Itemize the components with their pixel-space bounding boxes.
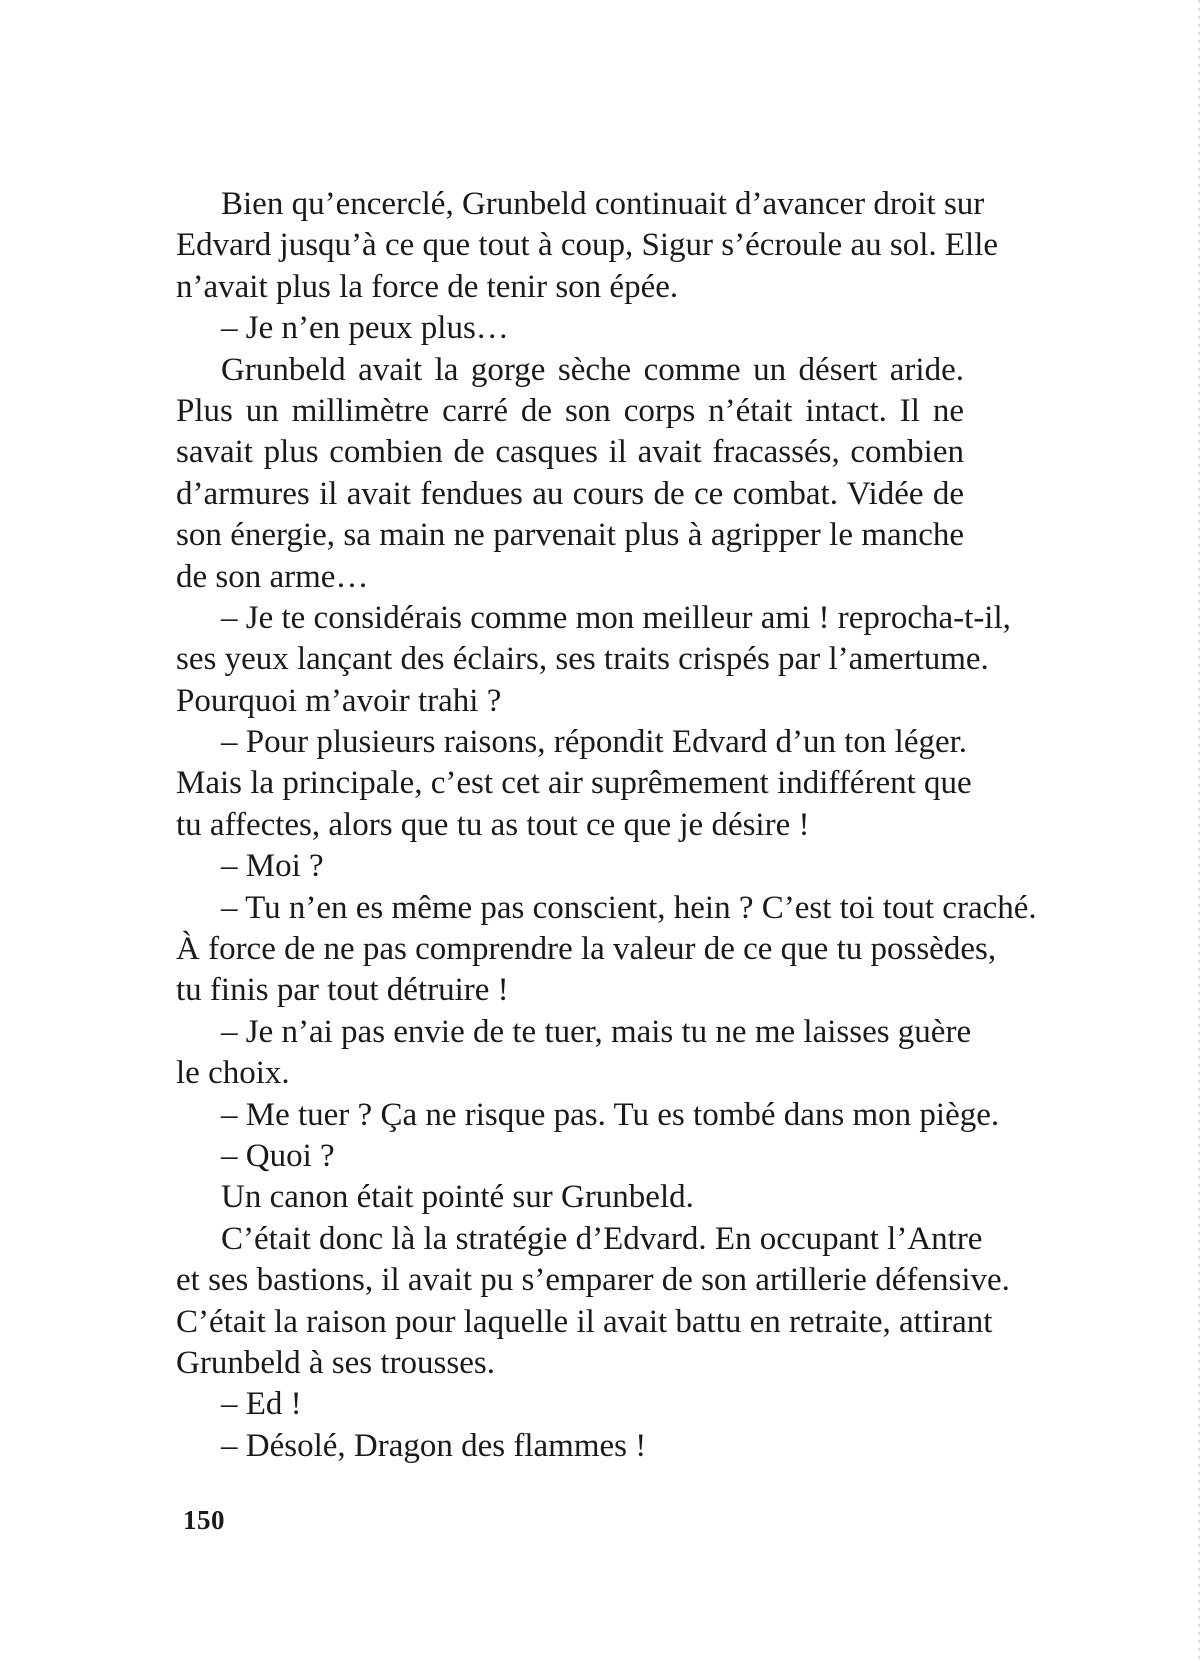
text-line: n’avait plus la force de tenir son épée. — [176, 268, 679, 305]
text-line: – Tu n’en es même pas conscient, hein ? C’est toi tout craché. — [221, 889, 1037, 926]
text-line: Pourquoi m’avoir trahi ? — [176, 682, 502, 719]
text-line: – Me tuer ? Ça ne risque pas. Tu es tombé dans mon piège. — [221, 1096, 1000, 1133]
text-line: Grunbeld avait la gorge sèche comme un désert aride. — [221, 351, 964, 388]
text-line: son énergie, sa main ne parvenait plus à agripper le manche — [176, 517, 964, 554]
text-line: de son arme… — [176, 558, 369, 595]
text-line: – Je n’ai pas envie de te tuer, mais tu ne me laisses guère — [221, 1013, 972, 1050]
text-line: À force de ne pas comprendre la valeur de ce que tu possèdes, — [176, 931, 997, 968]
text-line: C’était la raison pour laquelle il avait battu en retraite, attirant — [176, 1303, 993, 1340]
page-body-text — [176, 184, 1037, 1467]
text-line: – Pour plusieurs raisons, répondit Edvard d’un ton léger. — [221, 724, 968, 761]
text-line: C’était donc là la stratégie d’Edvard. En occupant l’Antre — [221, 1220, 983, 1257]
text-line: – Moi ? — [221, 848, 324, 885]
text-line: Grunbeld à ses trousses. — [176, 1344, 495, 1381]
text-line: – Désolé, Dragon des flammes ! — [221, 1427, 647, 1464]
text-line: d’armures il avait fendues au cours de ce combat. Vidée de — [176, 475, 964, 512]
page-number: 150 — [183, 1505, 225, 1535]
text-line: Bien qu’encerclé, Grunbeld continuait d’avancer droit sur — [221, 186, 985, 222]
text-line: – Je te considérais comme mon meilleur ami ! reprocha-t-il, — [221, 599, 1011, 636]
text-line: le choix. — [176, 1055, 290, 1092]
text-line: – Je n’en peux plus… — [221, 310, 509, 347]
text-line: Mais la principale, c’est cet air suprêmement indifférent que — [176, 765, 972, 802]
text-line: Edvard jusqu’à ce que tout à coup, Sigur s’écroule au sol. Elle — [176, 227, 999, 264]
text-line: – Ed ! — [221, 1386, 302, 1423]
text-line: et ses bastions, il avait pu s’emparer de son artillerie défensive. — [176, 1262, 1010, 1299]
text-line: savait plus combien de casques il avait fracassés, combien — [176, 434, 964, 471]
text-line: tu affectes, alors que tu as tout ce que je désire ! — [176, 806, 810, 843]
text-line: – Quoi ? — [221, 1137, 335, 1174]
text-line: tu finis par tout détruire ! — [176, 972, 509, 1009]
text-line: Un canon était pointé sur Grunbeld. — [221, 1179, 694, 1216]
text-line: Plus un millimètre carré de son corps n’était intact. Il ne — [176, 392, 964, 429]
text-line: ses yeux lançant des éclairs, ses traits crispés par l’amertume. — [176, 641, 989, 678]
